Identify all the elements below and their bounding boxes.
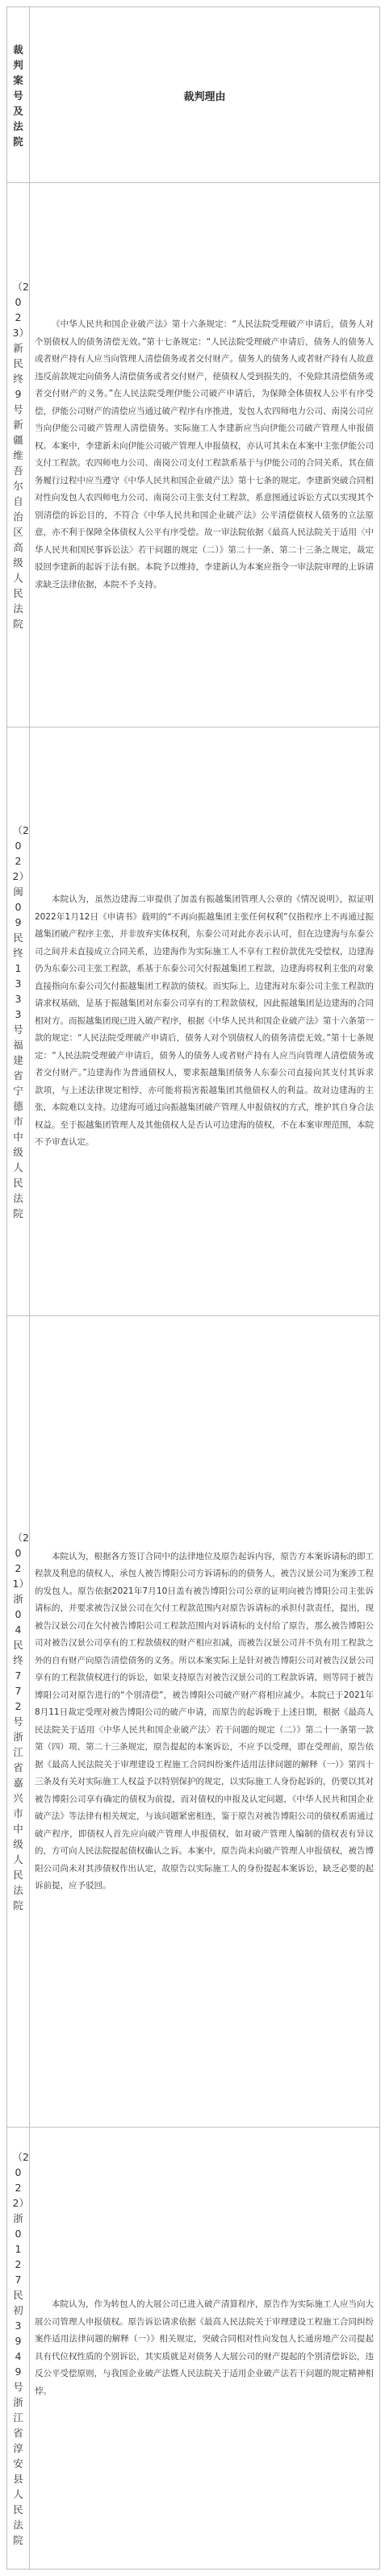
judgment-table: [6, 6, 380, 2570]
case-number-court: （2023）新民终9号 新疆维吾尔自治区高级人民法院: [12, 280, 29, 630]
table-row: [7, 727, 379, 1316]
case-cell: [7, 183, 29, 727]
table-row: [7, 183, 379, 727]
table-row: [7, 1316, 379, 2128]
case-cell: [7, 1316, 29, 2127]
reason-text: 本院认为，虽然边建海二审提供了加盖有振越集团管理人公章的《情况说明》，拟证明2022年1月12日《申请书》载明的“不再向振越集团主张任何权利”仅指程序上不再通过振越集团破产程序主张，并非放弃实体权利，东泰公司对此亦表示认可，但在边建海与东泰公司之间并未直接成立合同关系，边建海作为实际施工人不享有工程价款优先受偿权，边建海仍为东泰公司主张工程款，系基于东泰公司欠付振越集团工程款，边建海将权利主张的对象直接指向东泰公司欠付振越集团工程款的债权。而实际上，边建海对东泰公司主张工程款的请求权基础，是基于振越集团对东泰公司享有的工程款债权，因此振越集团是边建海的合同相对方。而振越集团现已进入破产程序，根据《中华人民共和国企业破产法》第十六条第一款的规定：“人民法院受理破产申请后，债务人对个别债权人的债务清偿无效。”第十七条规定：“人民法院受理破产申请后，债务人的债务人或者财产持有人应当向管理人清偿债务或者交付财产。”边建海作为普通债权人，要求振越集团债务人东泰公司直接向其支付其诉求款项，与上述法律规定相悖，亦可能将损害振越集团其他债权人的利益。故对边建海的主张，本院难以支持。边建海可通过向振越集团破产管理人申报债权的方式，维护其自身合法权益。至于振越集团管理人及其他债权人是否认可边建海的债权，不在本案审理范围，本院不予审查认定。: [35, 894, 374, 1148]
reason-cell: [35, 2128, 374, 2569]
reason-text: 《中华人民共和国企业破产法》第十六条规定：“人民法院受理破产申请后，债务人对个别债权人的债务清偿无效。”第十七条规定：“人民法院受理破产申请后，债务人的债务人或者财产持有人应当向管理人清偿债务或者交付财产。债务人的债务人或者财产持有人故意违反前款规定向债务人清偿债务或者交付财产，使债权人受到损失的，不免除其清偿债务或者交付财产的义务。”在人民法院受理伊能公司破产申请后，为保障全体债权人公平有序受偿，伊能公司财产的清偿应当通过破产程序有序推进，发包人农四师电力公司、南岗公司应当向伊能公司破产管理人清偿债务。实际施工人李建新应当向伊能公司破产管理人申报债权。本案中，李建新未向伊能公司破产管理人申报债权，亦认可其未在本案中主张伊能公司支付工程款。农四师电力公司、南岗公司支付工程款系基于与伊能公司的合同关系，其在债务履行过程中应当遵守《中华人民共和国企业破产法》第十七条的规定。李建新突破合同相对性向发包人农四师电力公司、南岗公司主张支付工程款，系意图通过诉讼方式以实现其个别清偿的诉讼目的，不符合《中华人民共和国企业破产法》公平清偿债权人债务的立法原意，亦不利于保障全体债权人公平有序受偿。故一审法院依据《最高人民法院关于适用〈中华人民共和国民事诉讼法〉若干问题的规定（二）》第二十一条、第二十三条之规定，裁定驳回李建新的起诉于法有据。本院予以维持，李建新认为本案应指令一审法院审理的上诉请求缺乏法律依据，本院不予支持。: [35, 319, 374, 590]
header-reason-cell: [30, 7, 379, 183]
case-cell: [7, 2128, 29, 2569]
header-reason-label: 裁判理由: [183, 90, 226, 103]
reason-cell: [35, 1316, 374, 2127]
header-case-cell: [7, 7, 29, 183]
table-header: [7, 7, 379, 183]
reason-text: 本院认为，作为转包人的大展公司已进入破产清算程序，原告作为实际施工人应当向大展公司管理人申报债权。原告诉讼请求依据《最高人民法院关于审理建设工程施工合同纠纷案件适用法律问题的解释（一）》相关规定，突破合同相对性向发包人长通房地产公司提起具有代位权性质的个别诉讼，其实质就是对债务人大展公司的财产提起的个别清偿诉讼，违反公平受偿原则，与我国企业破产法暨人民法院关于适用企业破产法若干问题的规定精神相悖。: [35, 2299, 374, 2396]
case-number-court: （2022）闽09民终1333号 福建省宁德市中级人民法院: [12, 823, 29, 1219]
reason-text: 本院认为，根据各方签订合同中的法律地位及原告起诉内容，原告方本案诉请标的即工程款及利息的债权人，承包人被告博阳公司方诉请标的的债务人，被告汉景公司为案涉工程的发包人。原告依据2021年7月10日盖有被告博阳公司公章的证明向被告博阳公司主张诉请标的，并要求被告汉景公司在欠付工程款范围内对原告诉请标的承担付款责任，提出，现被告汉景公司在欠付被告博阳公司工程款范围内对诉请标的支付给了原告，那么被告博阳公司对被告汉景公司享有的工程款债权的财产相应扣减，而被告汉景公司并不负有用工程款之外的自有财产向原告清偿债务的义务。所以本案实际上是针对被告博阳公司对被告汉景公司享有的工程款债权进行的诉讼，如果支持原告对被告汉景公司的工程款诉请，则等同于被告博阳公司对原告进行的“个别清偿”，被告博阳公司破产财产将相应减少。本院已于2021年8月11日裁定受理对被告博阳公司的破产申请，而原告的起诉晚于上述日期，根据《最高人民法院关于适用〈中华人民共和国企业破产法〉若干问题的规定（二）》第二十一条第一款第（四）项、第二十三条规定，原告提起的本案诉讼，不应予以受理，即在受理前，原告依据《最高人民法院关于审理建设工程施工合同纠纷案件适用法律问题的解释（一）》第四十三条及有关对实际施工人权益予以特别保护的规定，以实际施工人身份起诉的，仍要以其对被告博阳公司享有确定的债权为前提，而对债权的申报及认定问题，《中华人民共和国企业破产法》等法律有相关规定，与该问题紧密相连，鉴于原告对被告博阳公司的债权系需通过破产程序，即债权人首先应向破产管理人申报债权，如对破产管理人编制的债权表有异议的，方可向人民法院提起债权确认之诉。本案中，原告尚未向破产管理人申报债权，被告博阳公司尚未对其涉债权作出认定，故原告以实际施工人的身份提起本案诉讼，缺乏必要的起诉前提，应予驳回。: [35, 1551, 374, 1890]
case-number-court: （2022）浙0127民初3949号 浙江省淳安县人民法院: [12, 2150, 29, 2546]
reason-cell: [35, 727, 374, 1315]
case-cell: [7, 727, 29, 1315]
reason-cell: [35, 183, 374, 727]
table-row: [7, 2128, 379, 2569]
header-case-label: 裁判案号及法院: [13, 43, 23, 148]
case-number-court: （2021）浙04民终772号 浙江省嘉兴市中级人民法院: [12, 1532, 29, 1911]
